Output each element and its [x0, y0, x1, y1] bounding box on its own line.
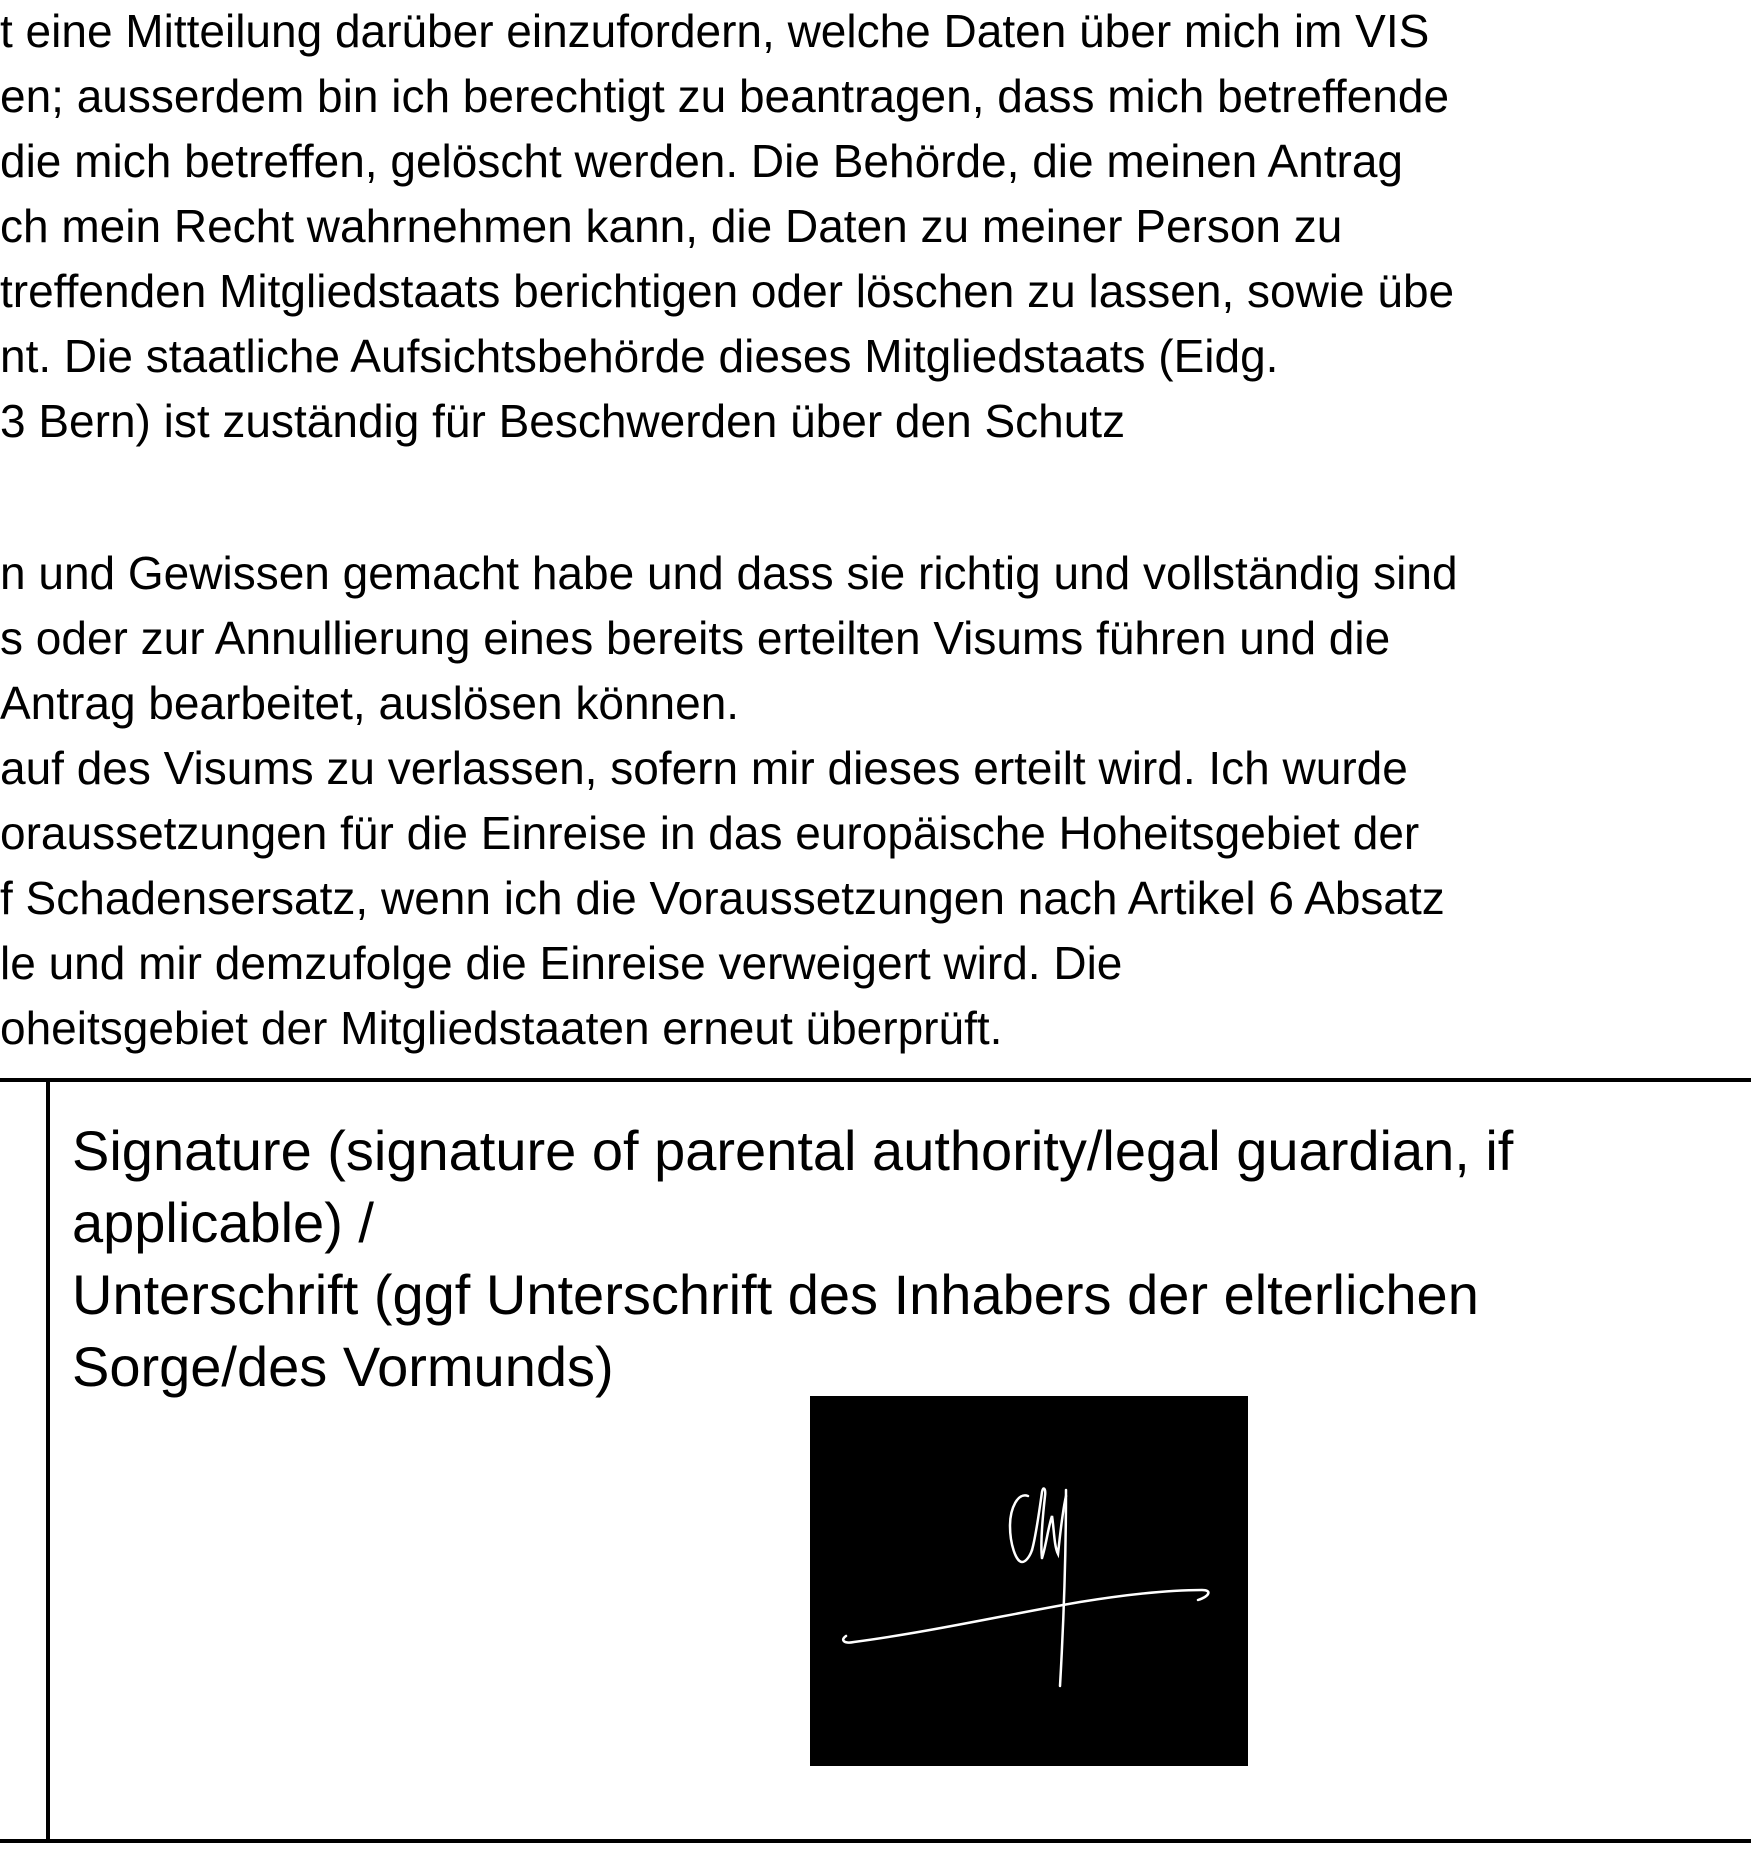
caption-line: Signature (signature of parental authority/legal guardian, if — [72, 1119, 1514, 1182]
handwritten-signature-icon — [810, 1396, 1248, 1766]
signature-image — [810, 1396, 1248, 1766]
declaration-line: Antrag bearbeitet, auslösen können. — [0, 677, 740, 729]
caption-line: applicable) / — [72, 1191, 374, 1254]
signature-field-caption — [72, 1115, 1513, 1403]
table-top-border — [0, 1078, 1751, 1082]
paragraph-line: treffenden Mitgliedstaats berichtigen oder löschen zu lassen, sowie übe — [0, 265, 1455, 317]
table-bottom-border — [0, 1839, 1751, 1843]
declaration-line: f Schadensersatz, wenn ich die Voraussetzungen nach Artikel 6 Absatz — [0, 872, 1445, 924]
paragraph-line: die mich betreffen, gelöscht werden. Die Behörde, die meinen Antrag — [0, 135, 1403, 187]
declaration-line: auf des Visums zu verlassen, sofern mir dieses erteilt wird. Ich wurde — [0, 742, 1408, 794]
caption-line: Unterschrift (ggf Unterschrift des Inhabers der elterlichen — [72, 1263, 1479, 1326]
paragraph-line: 3 Bern) ist zuständig für Beschwerden über den Schutz — [0, 395, 1126, 447]
paragraph-line: nt. Die staatliche Aufsichtsbehörde dieses Mitgliedstaats (Eidg. — [0, 330, 1279, 382]
declaration-line: s oder zur Annullierung eines bereits erteilten Visums führen und die — [0, 612, 1391, 664]
paragraph-line: t eine Mitteilung darüber einzufordern, welche Daten über mich im VIS — [0, 5, 1430, 57]
declaration-line: oheitsgebiet der Mitgliedstaaten erneut überprüft. — [0, 1002, 1003, 1054]
declaration-line: oraussetzungen für die Einreise in das europäische Hoheitsgebiet der — [0, 807, 1420, 859]
table-column-divider — [46, 1078, 50, 1843]
paragraph-line: ch mein Recht wahrnehmen kann, die Daten zu meiner Person zu — [0, 200, 1343, 252]
caption-line: Sorge/des Vormunds) — [72, 1335, 614, 1398]
paragraph-line: en; ausserdem bin ich berechtigt zu beantragen, dass mich betreffende — [0, 70, 1450, 122]
declaration-line: n und Gewissen gemacht habe und dass sie richtig und vollständig sind — [0, 547, 1458, 599]
declaration-line: le und mir demzufolge die Einreise verweigert wird. Die — [0, 937, 1123, 989]
